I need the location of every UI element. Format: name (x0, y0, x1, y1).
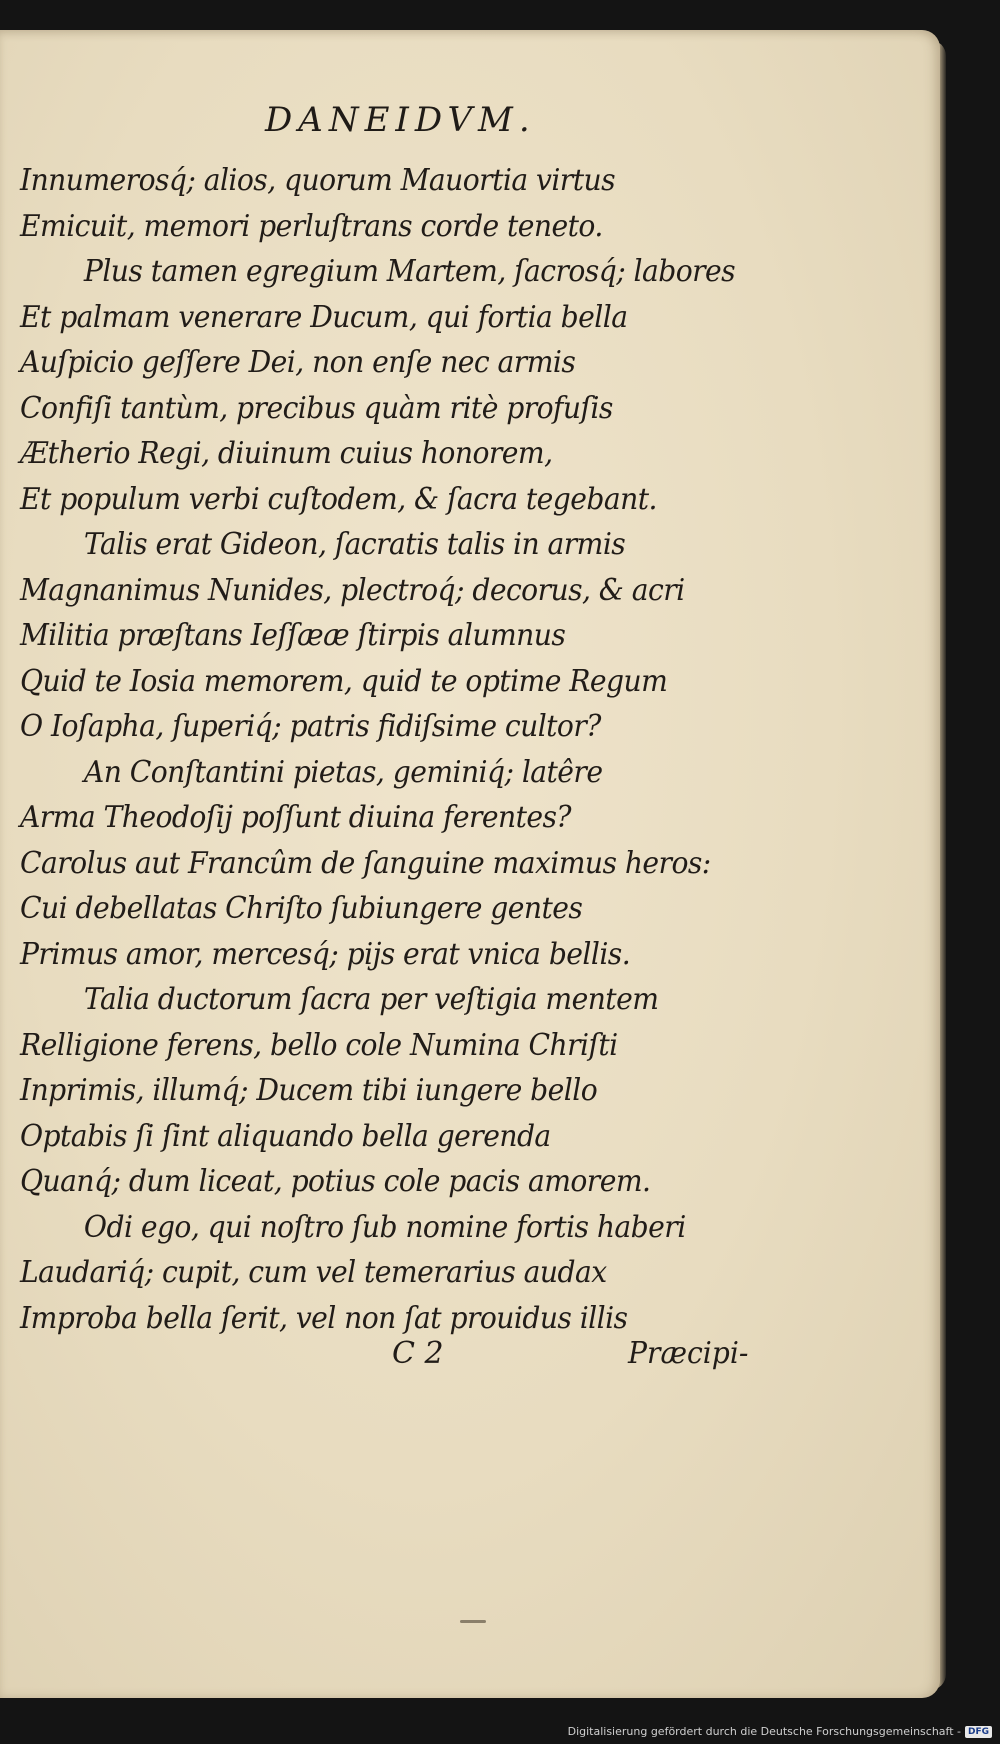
credit-text: Digitalisierung gefördert durch die Deutsche Forschungsgemeinschaft - (567, 1725, 961, 1738)
verse-line: Talia ductorum ſacra per veſtigia mentem (83, 982, 659, 1017)
catchword: Præcipi- (628, 1336, 749, 1371)
digitization-credit (568, 1725, 992, 1738)
verse-line: Quanq́; dum liceat, potius cole pacis amorem. (20, 1164, 651, 1199)
verse-line: Ætherio Regi, diuinum cuius honorem, (20, 436, 553, 471)
verse-line: Confiſi tantùm, precibus quàm ritè profuſis (20, 390, 613, 426)
page-mark (460, 1620, 486, 1623)
verse-line: Militia præſtans Ieſſææ ſtirpis alumnus (20, 618, 566, 653)
verse-line: Odi ego, qui noſtro ſub nomine fortis haberi (83, 1209, 686, 1245)
verse-line: O Ioſapha, ſuperiq́; patris fidiſsime cultor? (20, 709, 601, 744)
verse-line: Innumerosq́; alios, quorum Mauortia virtus (20, 163, 615, 198)
verse-line: Arma Theodoſij poſſunt diuina ferentes? (20, 800, 571, 835)
verse-line: Cui debellatas Chriſto ſubiungere gentes (20, 891, 583, 926)
dfg-logo: DFG (965, 1726, 992, 1738)
verse-line: Talis erat Gideon, ſacratis talis in armis (83, 527, 626, 562)
verse-line: Primus amor, mercesq́; pijs erat vnica bellis. (20, 936, 631, 972)
verse-line: Magnanimus Nunides, plectroq́; decorus, & acri (20, 572, 685, 608)
verse-line: Optabis ſi ſint aliquando bella gerenda (20, 1118, 551, 1154)
verse-line: Quid te Iosia memorem, quid te optime Regum (20, 663, 668, 699)
poem-text-block (20, 158, 740, 1341)
verse-line: Inprimis, illumq́; Ducem tibi iungere bello (20, 1073, 598, 1108)
verse-line: Et populum verbi cuſtodem, & ſacra tegebant. (20, 481, 657, 517)
verse-line: Relligione ferens, bello cole Numina Chriſti (20, 1027, 618, 1063)
verse-line: Carolus aut Francûm de ſanguine maximus heros: (20, 845, 711, 881)
verse-line: Et palmam venerare Ducum, qui fortia bella (20, 299, 628, 335)
page-footer (0, 1336, 760, 1376)
running-head: DANEIDVM. (265, 100, 536, 140)
verse-line: Plus tamen egregium Martem, ſacrosq́; labores (83, 254, 736, 289)
verse-line: An Conſtantini pietas, geminiq́; latêre (83, 754, 603, 790)
verse-line: Auſpicio geſſere Dei, non enſe nec armis (20, 345, 576, 380)
verse-line: Emicuit, memori perluſtrans corde teneto. (20, 208, 603, 244)
verse-line: Improba bella ſerit, vel non ſat prouidus illis (20, 1300, 628, 1336)
signature-mark: C 2 (392, 1336, 444, 1371)
verse-line: Laudariq́; cupit, cum vel temerarius audax (20, 1255, 607, 1290)
